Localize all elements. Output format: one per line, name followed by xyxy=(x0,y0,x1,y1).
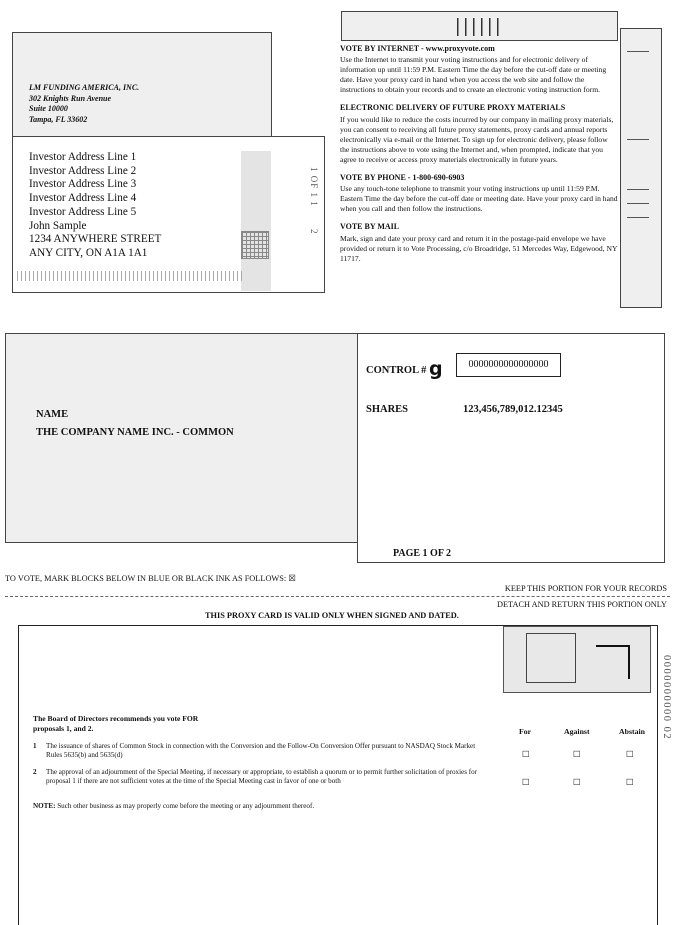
proposal-2-for-checkbox[interactable]: ☐ xyxy=(522,778,530,788)
2d-barcode-icon xyxy=(241,231,269,259)
scan-marker-box xyxy=(503,626,651,693)
proposal-number: 1 xyxy=(33,742,37,750)
control-label xyxy=(366,358,443,380)
validity-notice: THIS PROXY CARD IS VALID ONLY WHEN SIGNED AND DATED. xyxy=(205,611,459,620)
instruction-body: Mark, sign and date your proxy card and return it in the postage-paid envelope we have provided or return it to Vote Processing, c/o Broadridge, 51 Mercedes Way, Edgewood, NY 11717. xyxy=(340,233,618,263)
ballot-card xyxy=(18,625,658,925)
address-line: Investor Address Line 1 xyxy=(29,151,137,163)
margin-tick xyxy=(627,203,649,204)
sheet-code: 1 OF 1 1 xyxy=(309,167,319,207)
sender-address xyxy=(29,83,139,125)
proposal-2-abstain-checkbox[interactable]: ☐ xyxy=(626,778,634,788)
control-number: 0000000000000000 xyxy=(456,353,561,377)
recipient-address xyxy=(29,151,161,261)
vote-marking-instruction: TO VOTE, MARK BLOCKS BELOW IN BLUE OR BLACK INK AS FOLLOWS: ☒ xyxy=(5,574,296,583)
instruction-title: ELECTRONIC DELIVERY OF FUTURE PROXY MATERIALS xyxy=(340,103,566,113)
holder-company: THE COMPANY NAME INC. - COMMON xyxy=(36,427,234,438)
address-line: John Sample xyxy=(29,219,87,232)
sender-company: LM FUNDING AMERICA, INC. xyxy=(29,83,140,92)
sender-city: Tampa, FL 33602 xyxy=(29,114,88,124)
scan-square xyxy=(526,633,576,683)
vertical-card-code: 0000000000 02 xyxy=(661,655,672,741)
note-label: NOTE: xyxy=(33,802,56,810)
ballot-note xyxy=(33,802,314,810)
address-line: Investor Address Line 3 xyxy=(29,178,137,191)
control-panel xyxy=(357,333,665,563)
instruction-body: Use the Internet to transmit your voting instructions and for electronic delivery of information up until 11:59 P.M. Eastern Time the day before the cut-off date or meeting date. Have your proxy card in hand when you access the web site and follow the instructions to obtain your records and to create an electronic voting instruction form. xyxy=(340,55,607,95)
gray-strip xyxy=(241,151,271,291)
shares-label: SHARES xyxy=(366,404,409,415)
proposal-number: 2 xyxy=(33,768,37,776)
control-text: CONTROL # xyxy=(366,365,427,376)
top-barcode-box xyxy=(341,11,618,41)
column-against: Against xyxy=(564,727,590,736)
page-indicator: PAGE 1 OF 2 xyxy=(393,548,452,559)
recipient-address-window xyxy=(12,136,325,293)
voting-instructions xyxy=(340,44,618,272)
board-recommendation xyxy=(33,714,198,733)
shares-value: 123,456,789,012.12345 xyxy=(463,404,563,415)
sender-block xyxy=(12,32,272,138)
name-panel xyxy=(5,333,359,543)
postal-barcode-icon xyxy=(17,271,243,281)
margin-tick xyxy=(627,189,649,190)
board-line: The Board of Directors recommends you vote FOR xyxy=(33,714,199,723)
instruction-title: VOTE BY INTERNET - www.proxyvote.com xyxy=(340,44,495,53)
proposal-text: The issuance of shares of Common Stock in connection with the Conversion and the Follow-On Conversion Offer pursuant to NASDAQ Stock Market Rules 5635(b) and 5635(d) xyxy=(46,742,476,760)
margin-tick xyxy=(627,51,649,52)
address-line: Investor Address Line 5 xyxy=(29,205,137,218)
control-glyph: g xyxy=(429,358,443,380)
instruction-title: VOTE BY PHONE - 1-800-690-6903 xyxy=(340,173,465,183)
proposal-2-against-checkbox[interactable]: ☐ xyxy=(573,778,581,788)
address-line: Investor Address Line 2 xyxy=(29,164,137,177)
detach-line xyxy=(5,596,670,597)
column-for: For xyxy=(519,727,532,736)
address-line: 1234 ANYWHERE STREET xyxy=(29,233,162,246)
sheet-code-2: 2 xyxy=(309,229,319,235)
margin-tick xyxy=(627,139,649,140)
name-block xyxy=(36,406,234,442)
proposal-1-abstain-checkbox[interactable]: ☐ xyxy=(626,750,634,760)
margin-tick xyxy=(627,217,649,218)
detach-portion-text: DETACH AND RETURN THIS PORTION ONLY xyxy=(496,600,667,609)
corner-marker-icon xyxy=(596,645,630,679)
board-line: proposals 1, and 2. xyxy=(33,723,94,733)
proposal-2 xyxy=(33,768,493,787)
proposal-1-against-checkbox[interactable]: ☐ xyxy=(573,750,581,760)
address-line: ANY CITY, ON A1A 1A1 xyxy=(29,246,148,259)
note-text: Such other business as may properly come before the meeting or any adjournment thereof. xyxy=(55,802,315,810)
proposal-1-for-checkbox[interactable]: ☐ xyxy=(522,750,530,760)
right-margin-strip xyxy=(620,28,662,308)
instruction-body: Use any touch-tone telephone to transmit your voting instructions up until 11:59 P.M. Eastern Time the day before the cut-off date or meeting date. Have your proxy card in hand when you call and then follow the instructions. xyxy=(340,184,618,214)
address-line: Investor Address Line 4 xyxy=(29,192,137,205)
barcode-icon xyxy=(457,18,501,36)
holder-name: NAME xyxy=(36,409,69,420)
instruction-title: VOTE BY MAIL xyxy=(340,222,400,232)
instruction-body: If you would like to reduce the costs incurred by our company in mailing proxy materials, you can consent to receiving all future proxy statements, proxy cards and annual reports electronically via e-mail or the Internet. To sign up for electronic delivery, please follow the instructions above to vote using the Internet and, when prompted, indicate that you agree to receive or access proxy materials electronically in future years. xyxy=(340,114,614,164)
proposal-1 xyxy=(33,742,493,761)
proposal-text: The approval of an adjournment of the Special Meeting, if necessary or appropriate, to establish a quorum or to permit further solicitation of proxies for proposal 1 if there are not sufficient votes at the time of the Special Meeting cast in favor of one or both xyxy=(46,768,478,786)
keep-portion-text: KEEP THIS PORTION FOR YOUR RECORDS xyxy=(504,584,667,593)
sender-suite: Suite 10000 xyxy=(29,104,68,113)
sender-street: 302 Knights Run Avenue xyxy=(29,93,112,103)
column-abstain: Abstain xyxy=(619,727,645,736)
